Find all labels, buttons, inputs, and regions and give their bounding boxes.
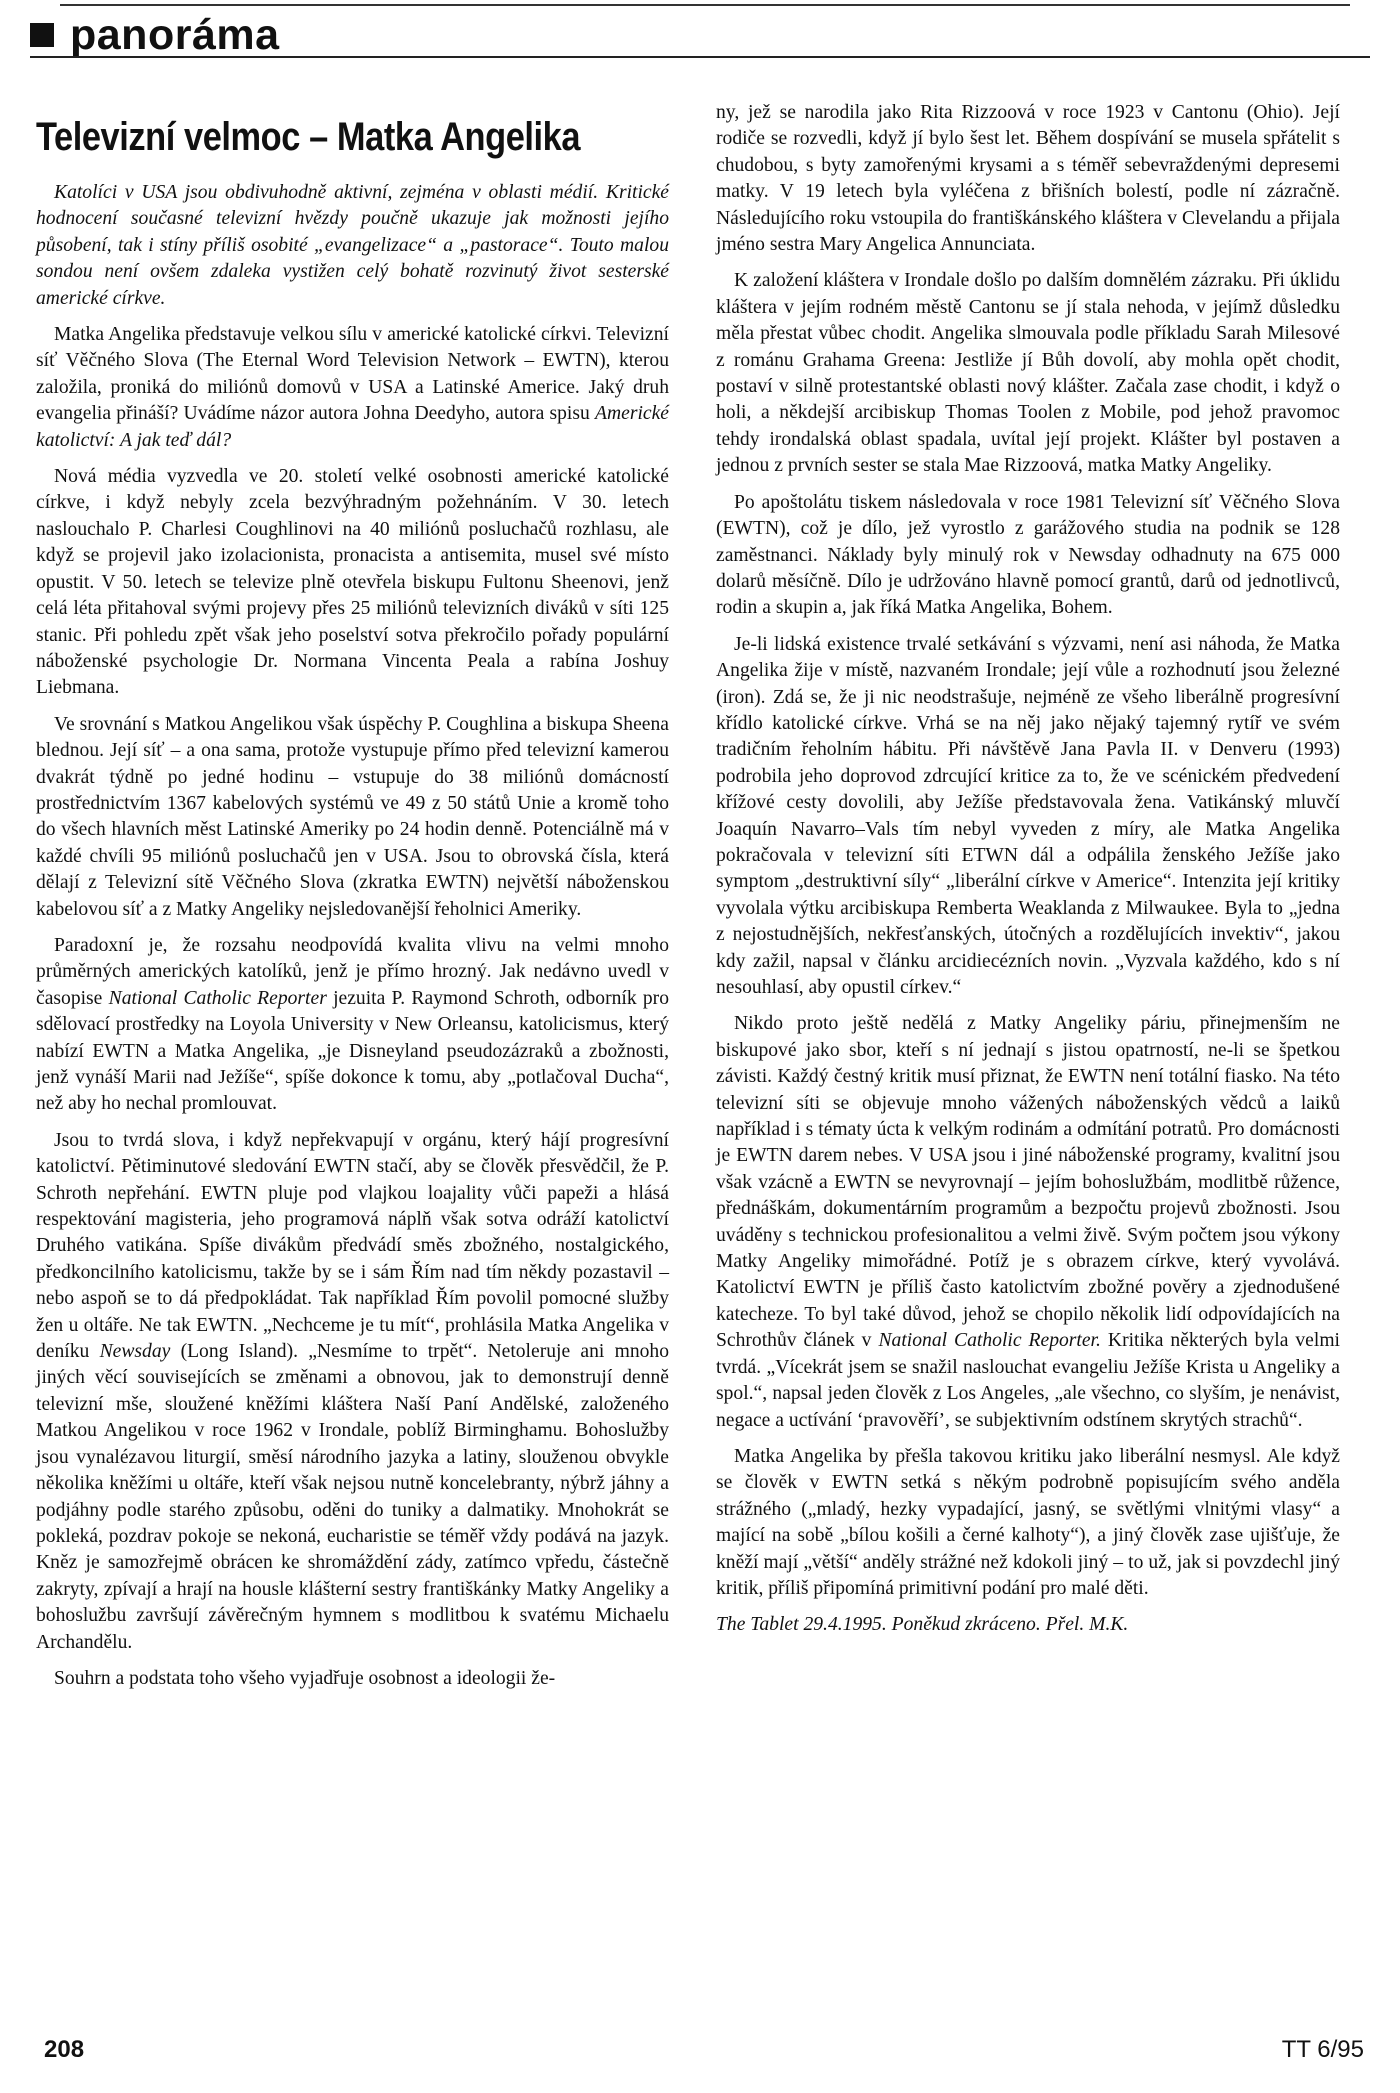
paragraph: Ve srovnání s Matkou Angelikou však úspěchy P. Coughlina a biskupa Sheena blednou. Její síť – a ona sama, protože vystupuje přímo před televizní kamerou dvakrát týdně po jedné hodinu – vstupuje do 38 miliónů domácností prostřednictvím 1367 kabelových systémů ve 49 z 50 států Unie a kromě toho do všech hlavních měst Latinské Ameriky po 24 hodin denně. Potenciálně má v každé chvíli 95 miliónů posluchačů jen v USA. Jsou to obrovská čísla, která dělají z Televizní sítě Věčného Slova (zkratka EWTN) největší náboženskou kabelovou síť a z Matky Angeliky nejsledovanější řeholnici Ameriky. (36, 713, 669, 920)
journal-name: National Catholic Reporter (108, 987, 327, 1009)
paragraph: Matka Angelika by přešla takovou kritiku jako liberální nesmysl. Ale když se člověk v EWTN setká s někým podrobně popisujícím svého anděla strážného („mladý, hezky vypadající, jasný, se světlými vlnitými vlasy“ a mající na sobě „bílou košili a černé kalhoty“), a jiný člověk zase ujišťuje, že kněží mají „větší“ anděly strážné než kdokoli jiný – to už, jak si povzdechl jiný kritik, příliš připomíná primitivní podání pro malé děti. (716, 1445, 1340, 1599)
issue-label: TT 6/95 (1281, 2036, 1364, 2063)
left-column (36, 100, 669, 1702)
newspaper-name: Newsday (99, 1341, 171, 1363)
paragraph-intro (36, 322, 669, 454)
paragraph-continued: ny, jež se narodila jako Rita Rizzoová v roce 1923 v Cantonu (Ohio). Její rodiče se rozvedli, když jí bylo šest let. Během dospívání se musela spřátelit s chudobou, s byty zamořenými krysami a s téměř sebevraždenými depresemi matky. V 19 letech byla vyléčena z břišních bolestí, podle ní zázračně. Následujícího roku vstoupila do františkánského kláštera v Clevelandu a přijala jméno sestra Mary Angelica Annunciata. (716, 102, 1340, 256)
article-lead: Katolíci v USA jsou obdivuhodně aktivní, zejména v oblasti médií. Kritické hodnocení současné televizní hvězdy poučně ukazuje jak možnosti jejího působení, tak i stíny příliš osobité „evangelizace“ a „pastorace“. Touto malou sondou není ovšem zdaleka vystižen celý bohatě rozvinutý život sesterské americké církve. (36, 182, 669, 309)
paragraph-text: jezuita P. Raymond Schroth, odborník pro sdělovací prostředky na Loyola University v New Orleansu, katolicismus, který nabízí EWTN a Matka Angelika, „je Disneyland pseudozázraků a zbožnosti, jenž vynáší Marii nad Ježíše“, spíše dokonce k tomu, aby „potlačoval Ducha“, než aby ho nechal promlouvat. (36, 987, 669, 1115)
paragraph: Souhrn a podstata toho všeho vyjadřuje osobnost a ideologii že- (54, 1667, 556, 1689)
paragraph: K založení kláštera v Irondale došlo po dalším domnělém zázraku. Při úklidu kláštera v jejím rodném městě Cantonu se jí stala nehoda, v jejímž důsledku měla přestat vůbec chodit. Angelika slmouvala podle příkladu Sarah Milesové z románu Grahama Greena: Jestliže jí Bůh dovolí, aby mohla opět chodit, postaví v silně protestantské oblasti nový klášter. Začala zase chodit, i když o holi, a někdejší arcibiskup Thomas Toolen z Mobile, pod jehož pravomoc tehdy irondalská oblast spadala, uvítal její projekt. Klášter byl postaven a jednou z prvních sester se stala Mae Rizzoová, matka Matky Angeliky. (716, 270, 1340, 477)
right-column (716, 100, 1340, 1649)
paragraph-text: Matka Angelika představuje velkou sílu v americké katolické církvi. Televizní síť Věčného Slova (The Eternal Word Television Network – EWTN), kterou založila, proniká do miliónů domovů v USA a Latinské Americe. Jaký druh evangelia přináší? Uvádíme názor autora Johna Deedyho, autora spisu (36, 324, 669, 425)
paragraph-text: Jsou to tvrdá slova, i když nepřekvapují v orgánu, který hájí progresívní katolictví. Pětiminutové sledování EWTN stačí, aby se člověk přesvědčil, že P. Schroth nepřehání. EWTN pluje pod vlajkou loajality vůči papeži a hlásá respektování magisteria, jeho programová náplň však sotva odráží katolictví Druhého vatikána. Spíše divákům předvádí směs zbožného, nostalgického, předkoncilního katolicismu, takže by se i sám Řím nad tím někdy pozastavil – nebo aspoň se to dá předpokládat. Tak například Řím povolil pomocné služby žen u oltáře. Ne tak EWTN. „Nechceme je tu mít“, prohlásila Matka Angelika v deníku (36, 1129, 669, 1363)
paragraph-text: Paradoxní je, že rozsahu neodpovídá kvalita vlivu na velmi mnoho průměrných amerických katolíků, jenž je přímo hrozný. Jak nedávno uvedl v časopise (36, 934, 669, 1009)
paragraph: Nová média vyzvedla ve 20. století velké osobnosti americké katolické církve, i když nebyly zcela bezvýhradným požehnáním. V 30. letech naslouchalo P. Charlesi Coughlinovi na 40 miliónů posluchačů rozhlasu, ale když se projevil jako izolacionista, pronacista a antisemita, musel své místo opustit. V 50. letech se televize plně otevřela biskupu Fultonu Sheenovi, jenž celá léta přitahoval svými projevy přes 25 miliónů televizních diváků v síti 125 stanic. Při pohledu zpět však jeho poselství sotva překročilo pořady populární náboženské psychologie Dr. Normana Vincenta Peala a rabína Joshuy Liebmana. (36, 466, 669, 699)
section-name: panoráma (70, 10, 280, 59)
paragraph (36, 933, 669, 1118)
paragraph: Je-li lidská existence trvalé setkávání s výzvami, není asi náhoda, že Matka Angelika žije v místě, nazvaném Irondale; její vůle a rozhodnutí jsou železné (iron). Zdá se, že ji nic neodstrašuje, nejméně ze všeho liberálně progresívní křídlo katolické církve. Vrhá se na něj jako nějaký tajemný rytíř ve svém tradičním řeholním hábitu. Při návštěvě Jana Pavla II. v Denveru (1993) podrobila jeho doprovod zdrcující kritice za to, že ve scénickém předvedení křížové cesty dovolili, aby Ježíše představovala žena. Vatikánský mluvčí Joaquín Navarro–Vals tím nebyl vyveden z míry, ale Matka Angelika pokračovala v televizní síti ETWN dál a odpálila ženského Ježíše jako symptom „destruktivní síly“ „liberální církve v Americe“. Intenzita její kritiky vyvolala výtku arcibiskupa Remberta Weaklanda z Milwaukee. Byla to „jedna z nejostudnějších, nekřesťanských, útočných a rozdělujících invektiv“, jakou kdy zažil, napsal v článku arcidiecézních novin. „Vyzvala každého, kdo s ní nesouhlasí, aby opustil církev.“ (716, 633, 1340, 998)
source-credit: The Tablet 29.4.1995. Poněkud zkráceno. Přel. M.K. (716, 1614, 1129, 1636)
paragraph: Po apoštolátu tiskem následovala v roce 1981 Televizní síť Věčného Slova (EWTN), což je dílo, jež vyrostlo z garážového studia na podnik se 128 zaměstnanci. Náklady byly minulý rok v Newsday odhadnuty na 675 000 dolarů měsíčně. Dílo je udržováno hlavně pomocí grantů, darů od jednotlivců, rodin a skupin a, jak říká Matka Angelika, Bohem. (716, 491, 1340, 619)
article-title: Televizní velmoc – Matka Angelika (36, 115, 581, 159)
section-header (30, 10, 280, 60)
paragraph-text: Nikdo proto ještě nedělá z Matky Angeliky páriu, přinejmenším ne biskupové jako sbor, kteří s ní jednají s jistou opatrností, ne-li se špetkou závisti. Každý čestný kritik musí přiznat, že EWTN není totální fiasko. Na této televizní síti se objevuje mnoho vážených náboženských vědců a laiků například i s tématy úcta k velkým rodinám a odmítání potratů. Pro domácnosti je EWTN darem nebes. V USA jsou i jiné náboženské programy, kvalitní jsou však vzácně a EWTN se nevyrovnají – jejím bohoslužbám, modlitbě růžence, přednáškám, dokumentárním programům a bezpočtu projevů zbožnosti. Jsou uváděny s technickou profesionalitou a velmi živě. Svým počtem jsou výkony Matky Angeliky mimořádné. Potíž je s obrazem církve, který vyvolává. Katolictví EWTN je příliš často katolictvím zbožné pověry a zjednodušené katecheze. To byl také důvod, jehož se chopilo několik lidí odpovídajících na Schrothův článek v (716, 1013, 1340, 1352)
top-rule (60, 4, 1350, 6)
header-rule (30, 56, 1370, 58)
paragraph (36, 1128, 669, 1656)
paragraph-text: Kritika některých byla velmi tvrdá. „Vícekrát jsem se snažil naslouchat evangeliu Ježíše Krista u Angeliky a spol.“, napsal jeden člověk z Los Angeles, „ale všechno, co slyším, je nenávist, negace a uctívání ‘pravověří’, se subjektivním odstínem skrytých strachů“. (716, 1330, 1341, 1431)
page-number: 208 (44, 2036, 85, 2063)
paragraph-text: (Long Island). „Nesmíme to trpět“. Netoleruje ani mnoho jiných věcí souvisejících se změnami a obnovou, jak to demonstrují denně televizní mše, sloužené kněžími kláštera Naší Paní Andělské, založeného Matkou Angelikou v roce 1962 v Irondale, poblíž Birminghamu. Bohoslužby jsou vynalézavou liturgií, směsí národního jazyka a latiny, slouženou obvykle několika kněžími u oltáře, kteří však nejsou nutně koncelebranty, nýbrž jáhny a podjáhny podle starého způsobu, oděni do tuniky a dalmatiky. Mnohokrát se pokleká, pozdrav pokoje se nekoná, eucharistie se téměř vždy podává na jazyk. Kněz je samozřejmě obrácen ke shromáždění zády, zatímco vpředu, částečně zakryty, zpívají a hrají na housle klášterní sestry františkánky Matky Angeliky a bohoslužbu završují závěrečným hymnem s modlitbou k svatému Michaelu Archandělu. (36, 1341, 670, 1653)
book-title: Americké katolictví: A jak teď dál? (36, 403, 669, 451)
section-marker-square (30, 23, 54, 47)
paragraph (716, 1011, 1340, 1434)
journal-name: National Catholic Reporter. (878, 1330, 1101, 1352)
